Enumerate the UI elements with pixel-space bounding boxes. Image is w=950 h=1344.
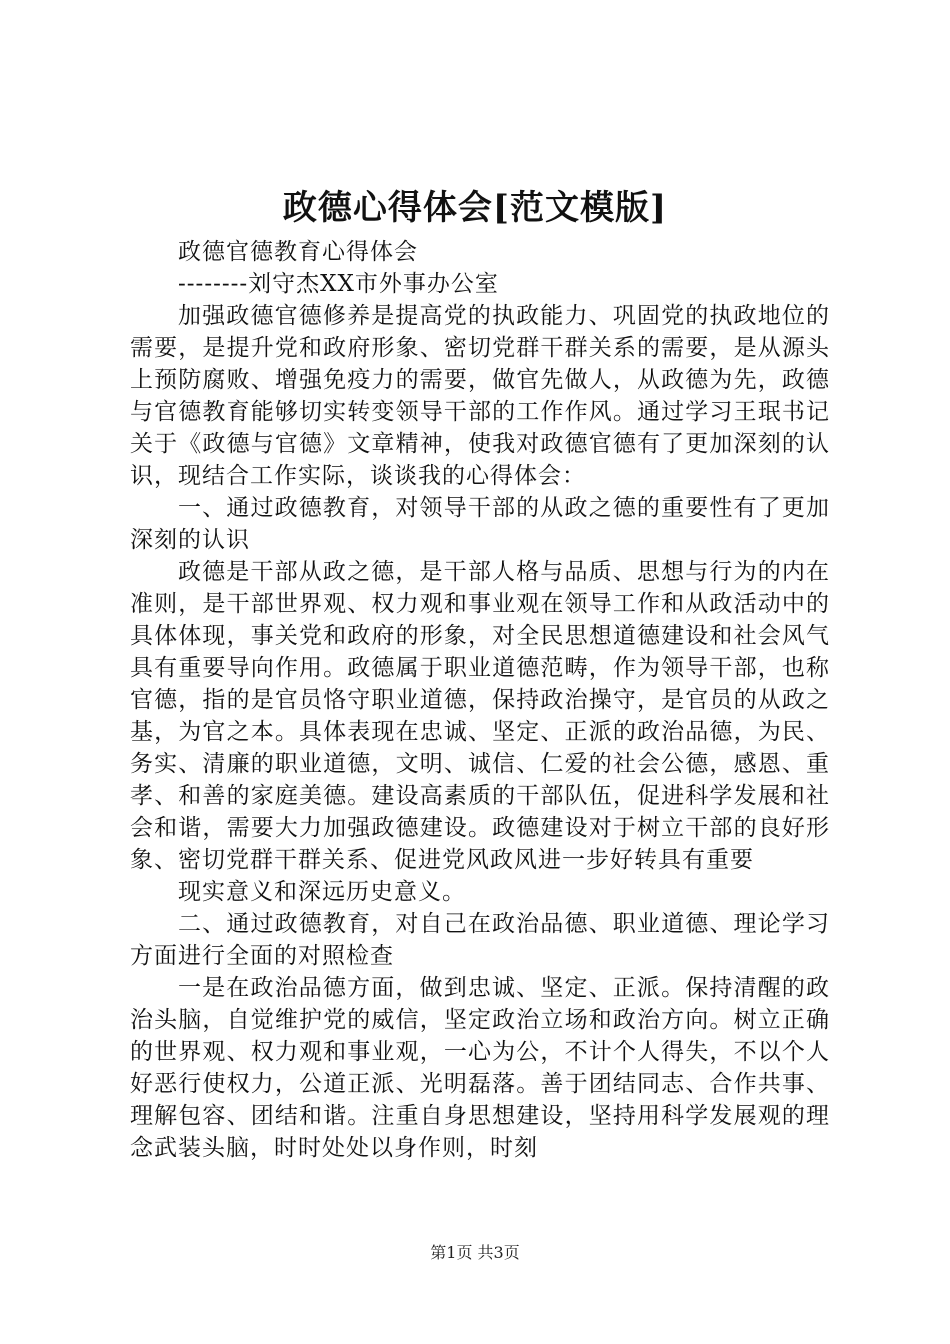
paragraph: 一是在政治品德方面，做到忠诚、坚定、正派。保持清醒的政治头脑，自觉维护党的威信，坚定政治立场和政治方向。树立正确的世界观、权力观和事业观，一心为公，不计个人得失，不以个人好恶行使权力，公道正派、光明磊落。善于团结同志、合作共事、理解包容、团结和谐。注重自身思想建设，坚持用科学发展观的理念武装头脑，时时处处以身作则，时刻 <box>130 975 830 1161</box>
subtitle: 政德官德教育心得体会 <box>178 239 418 265</box>
page-number-footer: 第1页 共3页 <box>430 1243 520 1262</box>
author-line: --------刘守杰XX市外事办公室 <box>178 271 499 297</box>
document-body <box>130 236 830 1164</box>
paragraph: 政德是干部从政之德，是干部人格与品质、思想与行为的内在准则，是干部世界观、权力观和事业观在领导工作和从政活动中的具体体现，事关党和政府的形象，对全民思想道德建设和社会风气具有重要导向作用。政德属于职业道德范畴，作为领导干部，也称官德，指的是官员恪守职业道德，保持政治操守，是官员的从政之基，为官之本。具体表现在忠诚、坚定、正派的政治品德，为民、务实、清廉的职业道德，文明、诚信、仁爱的社会公德，感恩、重孝、和善的家庭美德。建设高素质的干部队伍，促进科学发展和社会和谐，需要大力加强政德建设。政德建设对于树立干部的良好形象、密切党群干群关系、促进党风政风进一步好转具有重要 <box>130 559 830 873</box>
section-heading: 二、通过政德教育，对自己在政治品德、职业道德、理论学习方面进行全面的对照检查 <box>130 911 830 969</box>
paragraph: 现实意义和深远历史意义。 <box>178 879 466 905</box>
document-title: 政德心得体会[范文模版] <box>282 188 668 228</box>
section-heading: 一、通过政德教育，对领导干部的从政之德的重要性有了更加深刻的认识 <box>130 495 830 553</box>
paragraph: 加强政德官德修养是提高党的执政能力、巩固党的执政地位的需要，是提升党和政府形象、密切党群干群关系的需要，是从源头上预防腐败、增强免疫力的需要，做官先做人，从政德为先，政德与官德教育能够切实转变领导干部的工作作风。通过学习王珉书记关于《政德与官德》文章精神，使我对政德官德有了更加深刻的认识，现结合工作实际，谈谈我的心得体会： <box>130 303 830 489</box>
